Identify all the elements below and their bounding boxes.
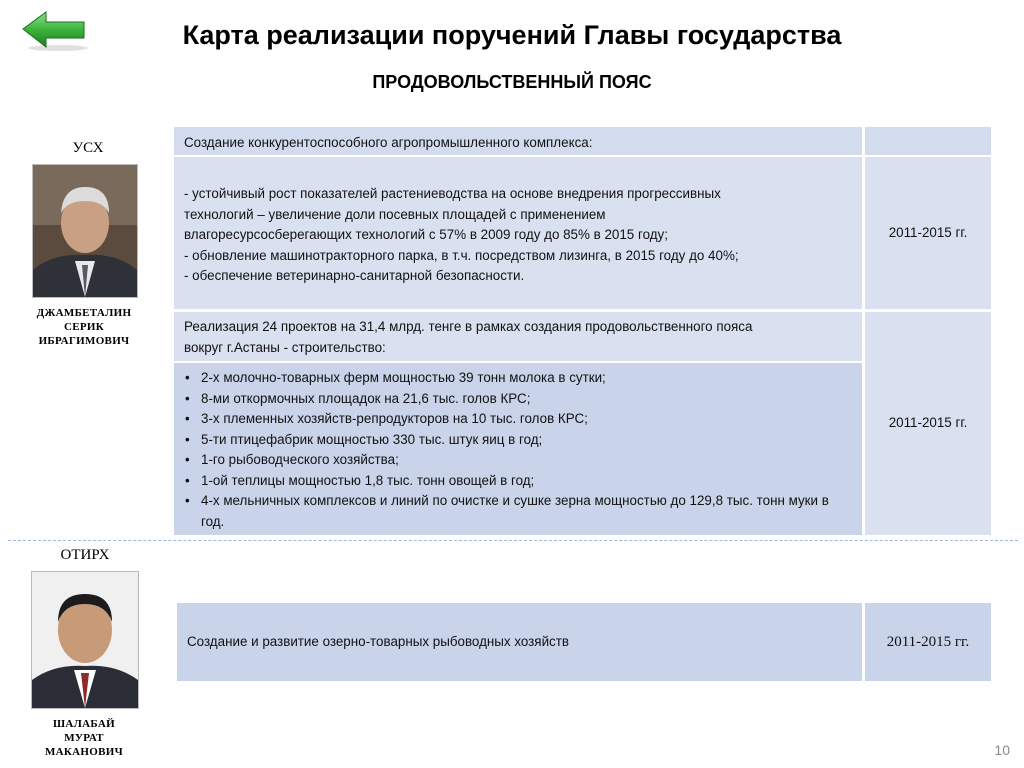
person-name: ШАЛАБАЙ МУРАТ МАКАНОВИЧ xyxy=(44,718,124,758)
project-list xyxy=(182,368,852,532)
list-item: • 4-х мельничных комплексов и линий по очистке и сушке зерна мощностью до 129,8 тыс. тонн муки в год. xyxy=(182,491,852,532)
page-subtitle: ПРОДОВОЛЬСТВЕННЫЙ ПОЯС xyxy=(372,72,652,92)
list-item: • 3-х племенных хозяйств-репродукторов на 10 тыс. голов КРС; xyxy=(182,409,852,430)
department-label: УСХ xyxy=(72,140,104,156)
table-row xyxy=(174,363,862,535)
department-label: ОТИРХ xyxy=(60,547,110,563)
person-photo xyxy=(31,571,139,709)
period-cell: 2011-2015 гг. xyxy=(865,157,991,309)
page-number: 10 xyxy=(994,742,1010,758)
person-name: ДЖАМБЕТАЛИН СЕРИК ИБРАГИМОВИЧ xyxy=(36,307,132,347)
list-item: • 2-х молочно-товарных ферм мощностью 39 тонн молока в сутки; xyxy=(182,368,852,389)
table-header-period-cell xyxy=(865,127,991,155)
period-cell: 2011-2015 гг. xyxy=(865,603,991,681)
list-item: • 1-го рыбоводческого хозяйства; xyxy=(182,450,852,471)
page-title: Карта реализации поручений Главы государства xyxy=(182,20,842,50)
list-item: • 5-ти птицефабрик мощностью 330 тыс. штук яиц в год; xyxy=(182,430,852,451)
table-row: - устойчивый рост показателей растениеводства на основе внедрения прогрессивных технологий – увеличение доли посевных площадей с применением влагоресурсосберегающих технологий с 57% в 2009 году до 85% в 2015 году; - обновление машинотракторного парка, в т.ч. посредством лизинга, в 2015 году до 40%; - обеспечение ветеринарно-санитарной безопасности. xyxy=(174,157,862,309)
table-row: Создание и развитие озерно-товарных рыбоводных хозяйств xyxy=(177,603,862,681)
section-divider xyxy=(8,540,1018,541)
list-item: • 1-ой теплицы мощностью 1,8 тыс. тонн овощей в год; xyxy=(182,471,852,492)
table-header-cell: Создание конкурентоспособного агропромышленного комплекса: xyxy=(174,127,862,155)
person-photo xyxy=(32,164,138,298)
period-cell: 2011-2015 гг. xyxy=(865,312,991,535)
table-row-heading: Реализация 24 проектов на 31,4 млрд. тенге в рамках создания продовольственного пояса вокруг г.Астаны - строительство: xyxy=(174,312,862,361)
list-item: • 8-ми откормочных площадок на 21,6 тыс. голов КРС; xyxy=(182,389,852,410)
